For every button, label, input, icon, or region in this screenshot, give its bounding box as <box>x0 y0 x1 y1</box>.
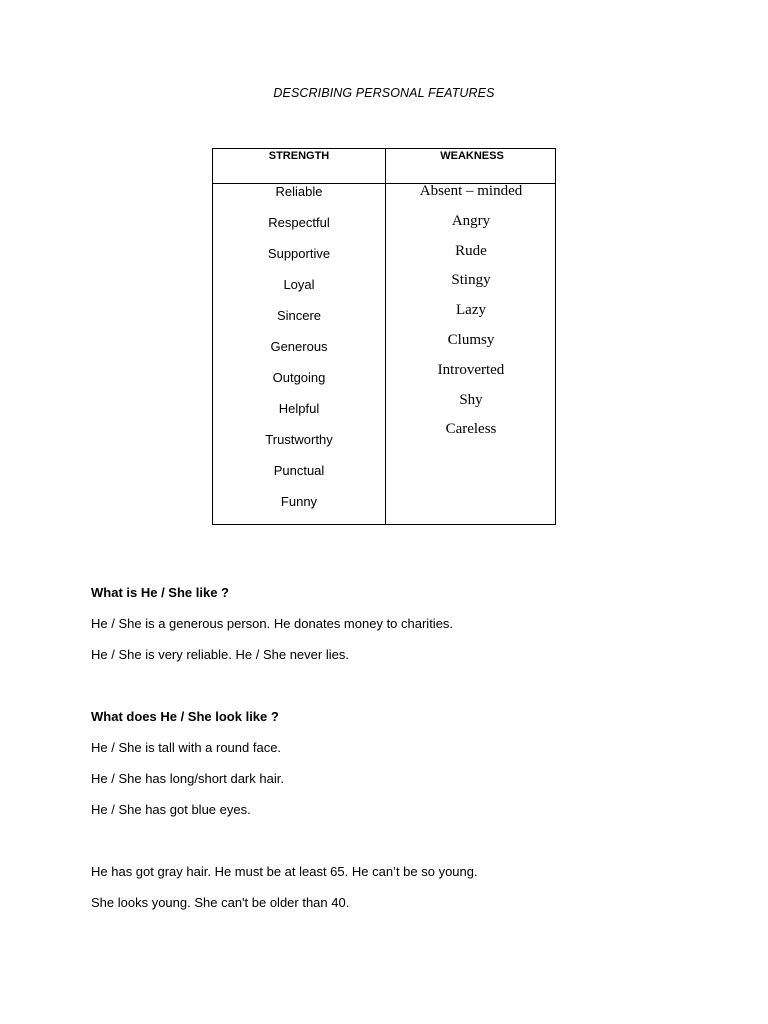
paragraph-line: He / She has got blue eyes. <box>91 802 251 817</box>
paragraph-line: She looks young. She can't be older than 40. <box>91 895 350 910</box>
weakness-item: Introverted <box>437 361 505 378</box>
page-title: DESCRIBING PERSONAL FEATURES <box>273 86 495 100</box>
weakness-item: Careless <box>445 421 497 438</box>
weakness-item: Clumsy <box>447 331 495 348</box>
strength-item: Sincere <box>276 308 322 323</box>
weakness-item: Lazy <box>456 302 486 319</box>
weakness-header: WEAKNESS <box>440 150 504 162</box>
strength-item: Trustworthy <box>265 432 333 447</box>
features-table <box>212 148 556 525</box>
weakness-item: Shy <box>459 391 483 408</box>
strength-item: Helpful <box>278 401 320 416</box>
paragraph-line: He has got gray hair. He must be at least 65. He can’t be so young. <box>91 864 478 879</box>
paragraph-line: He / She is very reliable. He / She never lies. <box>91 647 349 662</box>
strength-list <box>213 184 385 525</box>
weakness-item: Absent – minded <box>419 183 523 199</box>
weakness-item: Rude <box>455 242 487 259</box>
strength-item: Punctual <box>273 463 325 478</box>
strength-item: Loyal <box>283 277 315 292</box>
weakness-list <box>386 184 556 452</box>
section-heading-appearance: What does He / She look like ? <box>91 709 279 724</box>
strength-item: Respectful <box>268 215 330 230</box>
strength-item: Reliable <box>275 184 323 199</box>
strength-item: Outgoing <box>272 370 326 385</box>
section-heading-personality: What is He / She like ? <box>91 585 229 600</box>
weakness-item: Angry <box>451 212 491 229</box>
strength-item: Funny <box>280 494 318 509</box>
strength-item: Supportive <box>267 246 331 261</box>
paragraph-line: He / She is tall with a round face. <box>91 740 282 755</box>
strength-header: STRENGTH <box>268 150 330 162</box>
paragraph-line: He / She is a generous person. He donates money to charities. <box>91 616 454 631</box>
strength-item: Generous <box>270 339 328 354</box>
weakness-item: Stingy <box>451 272 491 289</box>
paragraph-line: He / She has long/short dark hair. <box>91 771 284 786</box>
